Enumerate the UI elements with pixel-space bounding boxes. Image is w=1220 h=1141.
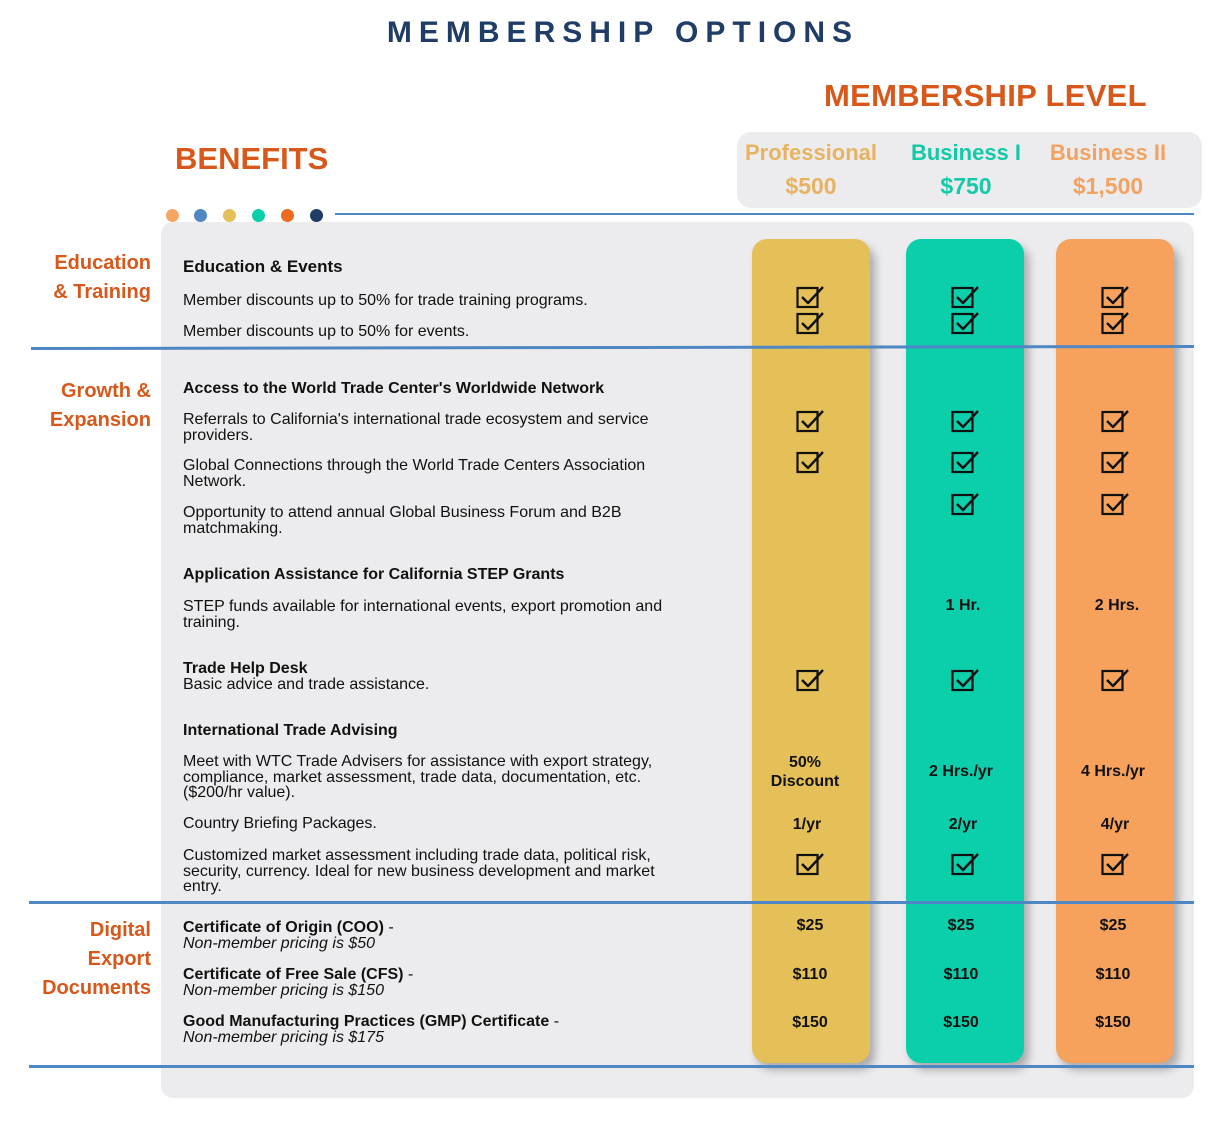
- checkbox-icon: [1101, 852, 1131, 876]
- business-1-column: [906, 239, 1024, 1063]
- checkbox-icon: [1101, 668, 1131, 692]
- business-2-column: [1056, 239, 1174, 1063]
- benefit-heading: Access to the World Trade Center's Worldwide Network: [183, 380, 605, 397]
- checkbox-icon: [1101, 285, 1131, 309]
- benefit-text: Trade Help Desk Basic advice and trade assistance.: [183, 660, 430, 693]
- tier-price-business-1: $750: [940, 173, 992, 199]
- checkbox-icon: [951, 409, 981, 433]
- decorative-dot: [281, 209, 294, 222]
- category-education-training: Education & Training: [53, 252, 151, 303]
- decorative-dot: [310, 209, 323, 222]
- benefit-text: Member discounts up to 50% for trade training programs.: [183, 292, 588, 309]
- page-title: MEMBERSHIP OPTIONS: [386, 16, 860, 49]
- benefit-heading: Education & Events: [183, 257, 343, 276]
- briefing-value-professional: 1/yr: [792, 816, 822, 833]
- checkbox-icon: [796, 852, 826, 876]
- gmp-price-professional: $150: [792, 1014, 828, 1031]
- professional-column: [752, 239, 870, 1063]
- checkbox-icon: [951, 492, 981, 516]
- benefit-text: STEP funds available for international events, export promotion and training.: [183, 598, 663, 631]
- cfs-price-professional: $110: [792, 966, 828, 983]
- decorative-dot: [194, 209, 207, 222]
- briefing-value-business-1: 2/yr: [948, 816, 978, 833]
- document-cfs: Certificate of Free Sale (CFS) - Non-member pricing is $150: [183, 966, 414, 999]
- checkbox-icon: [951, 668, 981, 692]
- tier-name-business-1: Business I: [910, 140, 1022, 165]
- category-digital-export-documents: Digital Export Documents: [42, 919, 151, 999]
- decorative-dot: [166, 209, 179, 222]
- document-coo: Certificate of Origin (COO) - Non-member pricing is $50: [183, 919, 394, 952]
- membership-level-heading: MEMBERSHIP LEVEL: [824, 78, 1147, 113]
- benefit-text: Member discounts up to 50% for events.: [183, 323, 470, 340]
- category-growth-expansion: Growth & Expansion: [49, 380, 151, 431]
- checkbox-icon: [951, 311, 981, 335]
- advising-value-professional: 50% Discount: [770, 754, 840, 790]
- gmp-price-business-1: $150: [943, 1014, 979, 1031]
- coo-price-professional: $25: [796, 917, 824, 934]
- benefit-text: Global Connections through the World Trade Centers Association Network.: [183, 457, 646, 490]
- decorative-dot: [223, 209, 236, 222]
- briefing-value-business-2: 4/yr: [1100, 816, 1130, 833]
- cfs-price-business-1: $110: [943, 966, 979, 983]
- tier-name-business-2: Business II: [1049, 140, 1167, 165]
- tier-price-professional: $500: [785, 173, 837, 199]
- advising-value-business-1: 2 Hrs./yr: [928, 763, 994, 780]
- checkbox-icon: [796, 409, 826, 433]
- decorative-dot: [252, 209, 265, 222]
- section-divider: [29, 1065, 1194, 1068]
- checkbox-icon: [951, 285, 981, 309]
- benefit-text: Opportunity to attend annual Global Business Forum and B2B matchmaking.: [183, 504, 622, 537]
- tier-name-professional: Professional: [744, 140, 878, 165]
- gmp-price-business-2: $150: [1095, 1014, 1131, 1031]
- coo-price-business-2: $25: [1099, 917, 1127, 934]
- checkbox-icon: [796, 668, 826, 692]
- header-divider: [335, 213, 1194, 215]
- document-gmp: Good Manufacturing Practices (GMP) Certificate - Non-member pricing is $175: [183, 1013, 560, 1046]
- step-value-business-2: 2 Hrs.: [1094, 597, 1140, 614]
- checkbox-icon: [796, 450, 826, 474]
- benefit-heading: International Trade Advising: [183, 722, 398, 739]
- benefit-text: Country Briefing Packages.: [183, 815, 377, 832]
- benefit-text: Customized market assessment including trade data, political risk, security, currency. Ideal for new business development and market entry.: [183, 847, 655, 895]
- checkbox-icon: [1101, 409, 1131, 433]
- benefit-heading: Application Assistance for California STEP Grants: [183, 566, 565, 583]
- advising-value-business-2: 4 Hrs./yr: [1080, 763, 1146, 780]
- coo-price-business-1: $25: [947, 917, 975, 934]
- benefit-text: Meet with WTC Trade Advisers for assistance with export strategy, compliance, market assessment, trade data, documentation, etc. ($200/hr value).: [183, 753, 653, 801]
- benefit-text: Referrals to California's international trade ecosystem and service providers.: [183, 411, 649, 444]
- checkbox-icon: [1101, 492, 1131, 516]
- checkbox-icon: [796, 285, 826, 309]
- benefits-heading: BENEFITS: [175, 141, 329, 176]
- cfs-price-business-2: $110: [1095, 966, 1131, 983]
- tier-price-business-2: $1,500: [1072, 173, 1144, 199]
- step-value-business-1: 1 Hr.: [945, 597, 981, 614]
- checkbox-icon: [796, 311, 826, 335]
- checkbox-icon: [951, 852, 981, 876]
- section-divider: [29, 901, 1194, 904]
- checkbox-icon: [1101, 311, 1131, 335]
- checkbox-icon: [951, 450, 981, 474]
- checkbox-icon: [1101, 450, 1131, 474]
